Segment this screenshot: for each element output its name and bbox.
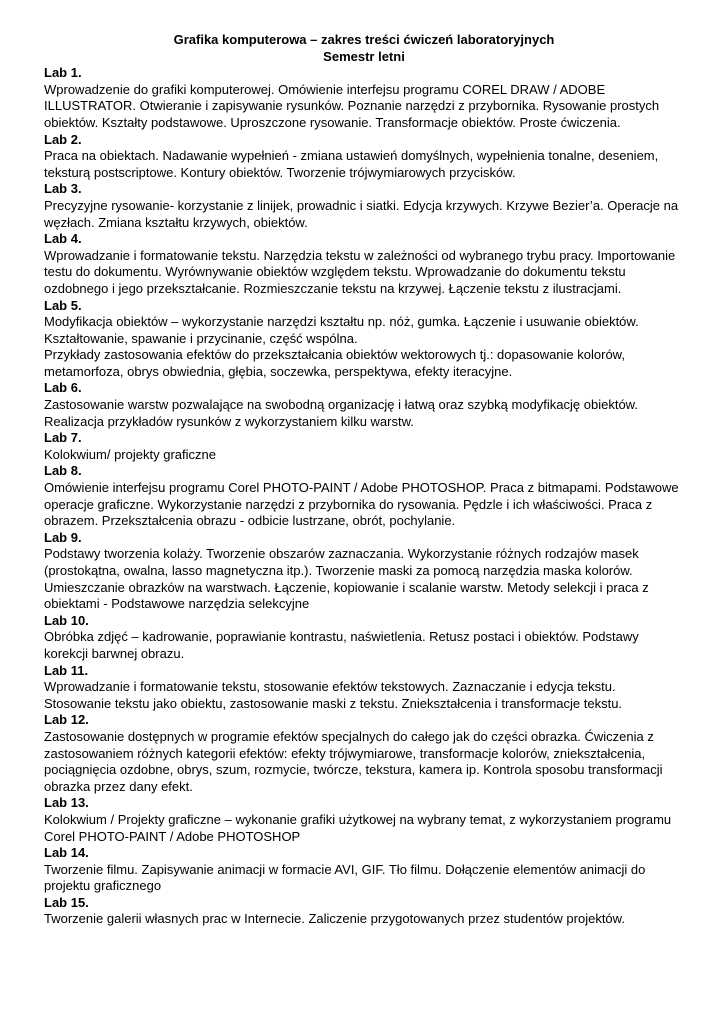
- lab-8-description: Omówienie interfejsu programu Corel PHOTO-PAINT / Adobe PHOTOSHOP. Praca z bitmapami. Podstawowe operacje graficzne. Wykorzystanie narzędzi z przybornika do rysowania. Pędzle i ich właściwości. Praca z obrazem. Przekształcenia obrazu - odbicie lustrzane, obrót, pochylanie.: [44, 480, 679, 529]
- lab-1-description: Wprowadzenie do grafiki komputerowej. Omówienie interfejsu programu COREL DRAW / ADOBE ILLUSTRATOR. Otwieranie i zapisywanie rysunków. Poznanie narzędzi z przybornika. Rysowanie prostych obiektów. Kształty podstawowe. Uproszczone rysowanie. Transformacje obiektów. Proste ćwiczenia.: [44, 81, 660, 130]
- lab-6-description: Zastosowanie warstw pozwalające na swobodną organizację i łatwą oraz szybką modyfikację obiektów. Realizacja przykładów rysunków z wykorzystaniem kilku warstw.: [44, 397, 638, 429]
- lab-3-heading: Lab 3.: [44, 181, 82, 197]
- lab-11-heading: Lab 11.: [44, 662, 89, 678]
- lab-4-heading: Lab 4.: [44, 231, 82, 247]
- lab-3-description: Precyzyjne rysowanie- korzystanie z linijek, prowadnic i siatki. Edycja krzywych. Krzywe Bezier’a. Operacje na węzłach. Zmiana kształtu krzywych, obiektów.: [44, 197, 679, 230]
- lab-2-description: Praca na obiektach. Nadawanie wypełnień - zmiana ustawień domyślnych, wypełnienia tonalne, deseniem, teksturą postscriptowe. Kontury obiektów. Tworzenie trójwymiarowych przycisków.: [44, 148, 659, 180]
- lab-12-heading: Lab 12.: [44, 712, 89, 728]
- lab-8-heading: Lab 8.: [44, 463, 82, 479]
- document-subtitle: Semestr letni: [323, 48, 405, 64]
- lab-13-description: Kolokwium / Projekty graficzne – wykonanie grafiki użytkowej na wybrany temat, z wykorzystaniem programu Corel PHOTO-PAINT / Adobe PHOTOSHOP: [44, 811, 672, 844]
- lab-1-heading: Lab 1.: [44, 65, 82, 81]
- lab-15-description: Tworzenie galerii własnych prac w Internecie. Zaliczenie przygotowanych przez studentów projektów.: [44, 911, 625, 927]
- lab-9-heading: Lab 9.: [44, 529, 82, 545]
- lab-13-heading: Lab 13.: [44, 795, 89, 811]
- document-title: Grafika komputerowa – zakres treści ćwiczeń laboratoryjnych: [173, 32, 555, 47]
- lab-14-description: Tworzenie filmu. Zapisywanie animacji w formacie AVI, GIF. Tło filmu. Dołączenie elementów animacji do projektu graficznego: [44, 861, 646, 894]
- lab-7-description: Kolokwium/ projekty graficzne: [44, 446, 216, 462]
- lab-5-description-effects: Przykłady zastosowania efektów do przekształcania obiektów wektorowych tj.: dopasowanie kolorów, metamorfoza, obrys obwiednia, głębia, soczewka, perspektywa, efekty iteracyjne.: [44, 347, 625, 379]
- lab-5-description: Modyfikacja obiektów – wykorzystanie narzędzi kształtu np. nóż, gumka. Łączenie i usuwanie obiektów. Kształtowanie, spawanie i przycinanie, część wspólna.: [44, 314, 639, 346]
- lab-10-description: Obróbka zdjęć – kadrowanie, poprawianie kontrastu, naświetlenia. Retusz postaci i obiektów. Podstawy korekcji barwnej obrazu.: [44, 629, 639, 661]
- lab-11-description: Wprowadzanie i formatowanie tekstu, stosowanie efektów tekstowych. Zaznaczanie i edycja tekstu. Stosowanie tekstu jako obiektu, zastosowanie maski z tekstu. Zniekształcenia i transformacje tekstu.: [44, 679, 623, 711]
- lab-12-description: Zastosowanie dostępnych w programie efektów specjalnych do całego jak do części obrazka. Ćwiczenia z zastosowaniem różnych kategorii efektów: efekty trójwymiarowe, transformacje kolorów, zniekształcenia, pociągnięcia ozdobne, obrys, szum, rozmycie, twórcze, tekstura, kamera ip. Kontrola sposobu transformacji obrazka przez dany efekt.: [44, 728, 663, 794]
- lab-15-heading: Lab 15.: [44, 894, 89, 910]
- lab-6-heading: Lab 6.: [44, 380, 82, 396]
- lab-2-heading: Lab 2.: [44, 131, 82, 147]
- lab-9-description: Podstawy tworzenia kolaży. Tworzenie obszarów zaznaczania. Wykorzystanie różnych rodzajów masek (prostokątna, owalna, lasso magnetyczna itp.). Tworzenie maski za pomocą narzędzia maska kolorów. Umieszczanie obrazków na warstwach. Łączenie, kopiowanie i scalanie warstw. Metody selekcji i praca z obiektami - Podstawowe narzędzia selekcyjne: [44, 546, 649, 612]
- document-page: [44, 32, 684, 928]
- lab-14-heading: Lab 14.: [44, 845, 89, 861]
- lab-5-heading: Lab 5.: [44, 297, 82, 313]
- lab-7-heading: Lab 7.: [44, 430, 82, 446]
- lab-10-heading: Lab 10.: [44, 612, 89, 628]
- lab-4-description: Wprowadzanie i formatowanie tekstu. Narzędzia tekstu w zależności od wybranego trybu pracy. Importowanie testu do dokumentu. Wyrównywanie obiektów względem tekstu. Wprowadzanie do dokumentu tekstu ozdobnego i jego przekształcanie. Rozmieszczanie tekstu na krzywej. Łączenie tekstu z ilustracjami.: [44, 247, 676, 296]
